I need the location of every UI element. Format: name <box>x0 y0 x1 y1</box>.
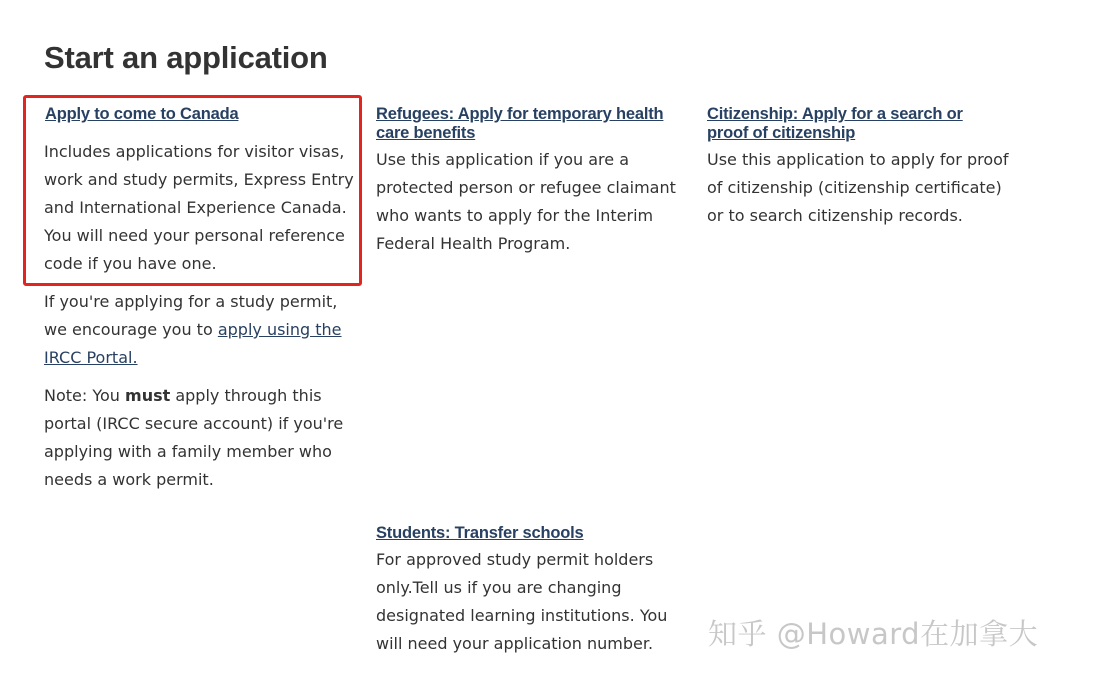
students-section <box>376 524 676 658</box>
study-permit-prefix: If you're applying for a study permit, we encourage you to <box>44 292 338 339</box>
ircc-portal-link[interactable]: apply using the IRCC Portal. <box>44 320 342 367</box>
note-suffix: apply through this portal (IRCC secure account) if you're applying with a family member who needs a work permit. <box>44 386 344 489</box>
citizenship-description: Use this application to apply for proof of citizenship (citizenship certificate) or to search citizenship records. <box>707 150 1009 225</box>
note-prefix: Note: You <box>44 386 126 405</box>
study-permit-text <box>44 288 344 372</box>
students-link[interactable]: Students: Transfer schools <box>376 524 584 542</box>
refugees-description: Use this application if you are a protected person or refugee claimant who wants to apply for the Interim Federal Health Program. <box>376 150 676 253</box>
refugees-section <box>376 105 676 258</box>
apply-canada-link[interactable]: Apply to come to Canada <box>45 105 239 123</box>
citizenship-link[interactable]: Citizenship: Apply for a search or proof of citizenship <box>707 105 963 142</box>
students-description: For approved study permit holders only.Tell us if you are changing designated learning institutions. You will need your application number. <box>376 550 668 653</box>
watermark: 知乎 @Howard在加拿大 <box>708 617 1039 651</box>
refugees-link[interactable]: Refugees: Apply for temporary health care benefits <box>376 105 664 142</box>
page-title: Start an application <box>44 40 328 75</box>
note-emphasis: must <box>125 386 171 405</box>
highlight-box <box>23 95 362 286</box>
citizenship-section <box>707 105 1012 230</box>
apply-canada-description: Includes applications for visitor visas, work and study permits, Express Entry and International Experience Canada. You will need your personal reference code if you have one. <box>44 142 354 273</box>
family-note <box>44 382 344 494</box>
